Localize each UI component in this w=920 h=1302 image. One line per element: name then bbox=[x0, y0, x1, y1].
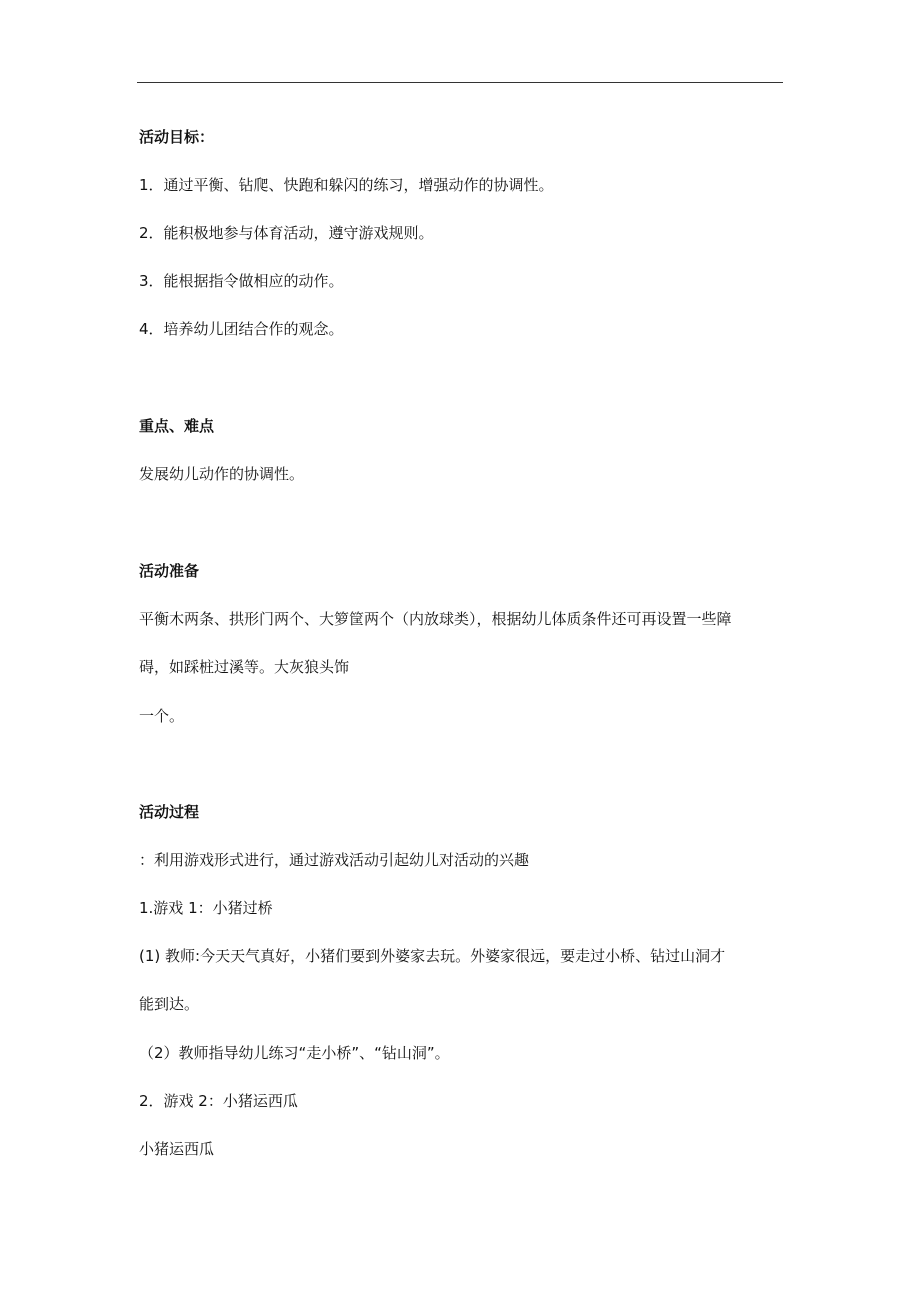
preparation-heading: 活动准备 bbox=[139, 562, 200, 580]
header-rule bbox=[137, 82, 783, 83]
game-2-subtitle: 小猪运西瓜 bbox=[139, 1140, 215, 1158]
process-intro: ：利用游戏形式进行，通过游戏活动引起幼儿对活动的兴趣 bbox=[139, 851, 530, 869]
game-1-step-2: （2）教师指导幼儿练习“走小桥”、“钻山洞”。 bbox=[139, 1044, 450, 1062]
goal-item-2: 2．能积极地参与体育活动，遵守游戏规则。 bbox=[139, 224, 434, 242]
process-heading: 活动过程 bbox=[139, 803, 200, 821]
game-1-step-1: (1) 教师:今天天气真好，小猪们要到外婆家去玩。外婆家很远，要走过小桥、钻过山洞才 bbox=[139, 947, 726, 965]
keypoints-heading: 重点、难点 bbox=[139, 417, 215, 435]
preparation-line-1: 平衡木两条、拱形门两个、大箩筐两个（内放球类），根据幼儿体质条件还可再设置一些障 bbox=[139, 610, 732, 628]
keypoints-text: 发展幼儿动作的协调性。 bbox=[139, 465, 305, 483]
goals-heading: 活动目标： bbox=[139, 128, 215, 146]
game-1-step-1-cont: 能到达。 bbox=[139, 995, 200, 1013]
preparation-line-2: 碍，如踩桩过溪等。大灰狼头饰 bbox=[139, 658, 350, 676]
goal-item-1: 1．通过平衡、钻爬、快跑和躲闪的练习，增强动作的协调性。 bbox=[139, 176, 554, 194]
goal-item-4: 4．培养幼儿团结合作的观念。 bbox=[139, 320, 344, 338]
game-2-title: 2．游戏 2：小猪运西瓜 bbox=[139, 1092, 298, 1110]
game-1-title: 1.游戏 1：小猪过桥 bbox=[139, 899, 273, 917]
preparation-line-3: 一个。 bbox=[139, 707, 185, 725]
goal-item-3: 3．能根据指令做相应的动作。 bbox=[139, 272, 344, 290]
